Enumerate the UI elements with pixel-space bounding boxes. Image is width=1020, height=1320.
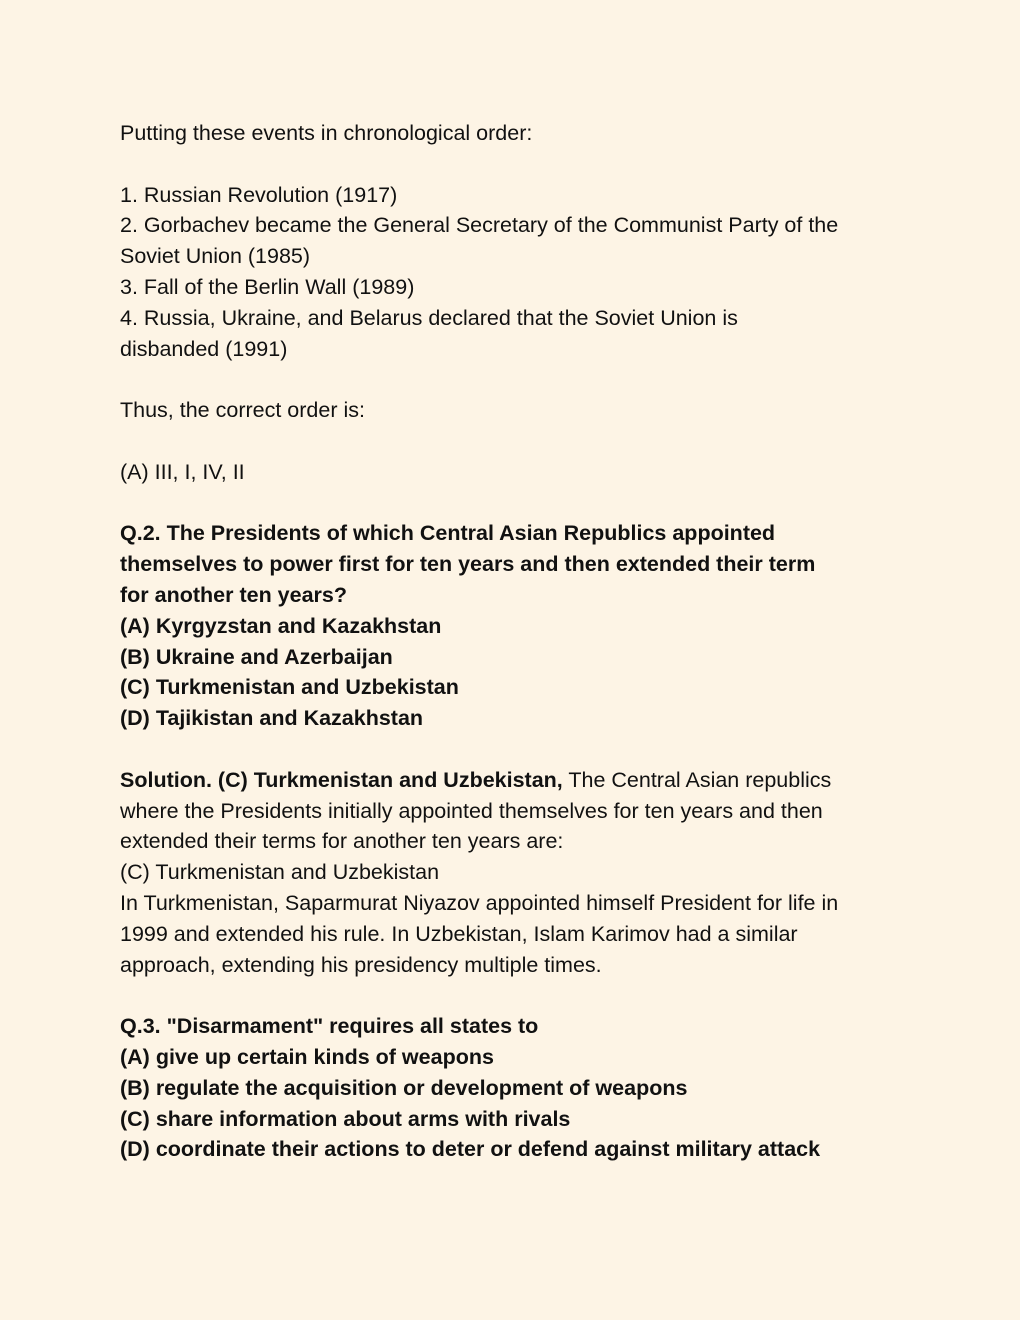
event-line: 1. Russian Revolution (1917)	[120, 182, 398, 207]
question-2-text: Q.2. The Presidents of which Central Asian Republics appointed	[120, 521, 776, 546]
option-d: (D) Tajikistan and Kazakhstan	[120, 706, 424, 731]
document-page	[120, 118, 910, 1165]
solution-2	[120, 765, 910, 981]
option-b: (B) Ukraine and Azerbaijan	[120, 644, 393, 669]
option-b: (B) regulate the acquisition or development of weapons	[120, 1075, 688, 1100]
spacer	[120, 980, 910, 1011]
option-d: (D) coordinate their actions to deter or defend against military attack	[120, 1137, 821, 1162]
solution-text: The Central Asian republics	[562, 767, 832, 792]
solution-line: where the Presidents initially appointed themselves for ten years and then	[120, 798, 823, 823]
solution-label: Solution. (C) Turkmenistan and Uzbekistan,	[120, 767, 563, 792]
solution-line: extended their terms for another ten years are:	[120, 829, 564, 854]
spacer	[120, 734, 910, 765]
option-c: (C) Turkmenistan and Uzbekistan	[120, 675, 459, 700]
solution-first-line	[120, 765, 910, 796]
option-a: (A) give up certain kinds of weapons	[120, 1044, 494, 1069]
solution-line: In Turkmenistan, Saparmurat Niyazov appointed himself President for life in	[120, 890, 839, 915]
intro-heading: Putting these events in chronological order:	[120, 121, 533, 145]
spacer	[120, 426, 910, 457]
spacer	[120, 488, 910, 519]
spacer	[120, 364, 910, 395]
events-list	[120, 180, 910, 365]
solution-line: 1999 and extended his rule. In Uzbekistan, Islam Karimov had a similar	[120, 921, 798, 946]
answer-text: (A) III, I, IV, II	[120, 459, 245, 484]
option-c: (C) share information about arms with rivals	[120, 1106, 571, 1131]
event-line: 4. Russia, Ukraine, and Belarus declared that the Soviet Union is	[120, 305, 738, 330]
event-line: disbanded (1991)	[120, 336, 288, 361]
question-3-text: Q.3. "Disarmament" requires all states to	[120, 1014, 539, 1039]
option-a: (A) Kyrgyzstan and Kazakhstan	[120, 613, 442, 638]
event-line: Soviet Union (1985)	[120, 244, 311, 269]
question-2-text: themselves to power first for ten years and then extended their term	[120, 552, 816, 577]
conclusion-text: Thus, the correct order is:	[120, 398, 365, 423]
event-line: 3. Fall of the Berlin Wall (1989)	[120, 274, 415, 299]
event-line: 2. Gorbachev became the General Secretary of the Communist Party of the	[120, 213, 839, 238]
question-2-text: for another ten years?	[120, 582, 347, 607]
question-3	[120, 1011, 910, 1165]
solution-line: (C) Turkmenistan and Uzbekistan	[120, 860, 440, 885]
solution-line: approach, extending his presidency multiple times.	[120, 952, 602, 977]
question-2	[120, 518, 910, 734]
spacer	[120, 149, 910, 180]
